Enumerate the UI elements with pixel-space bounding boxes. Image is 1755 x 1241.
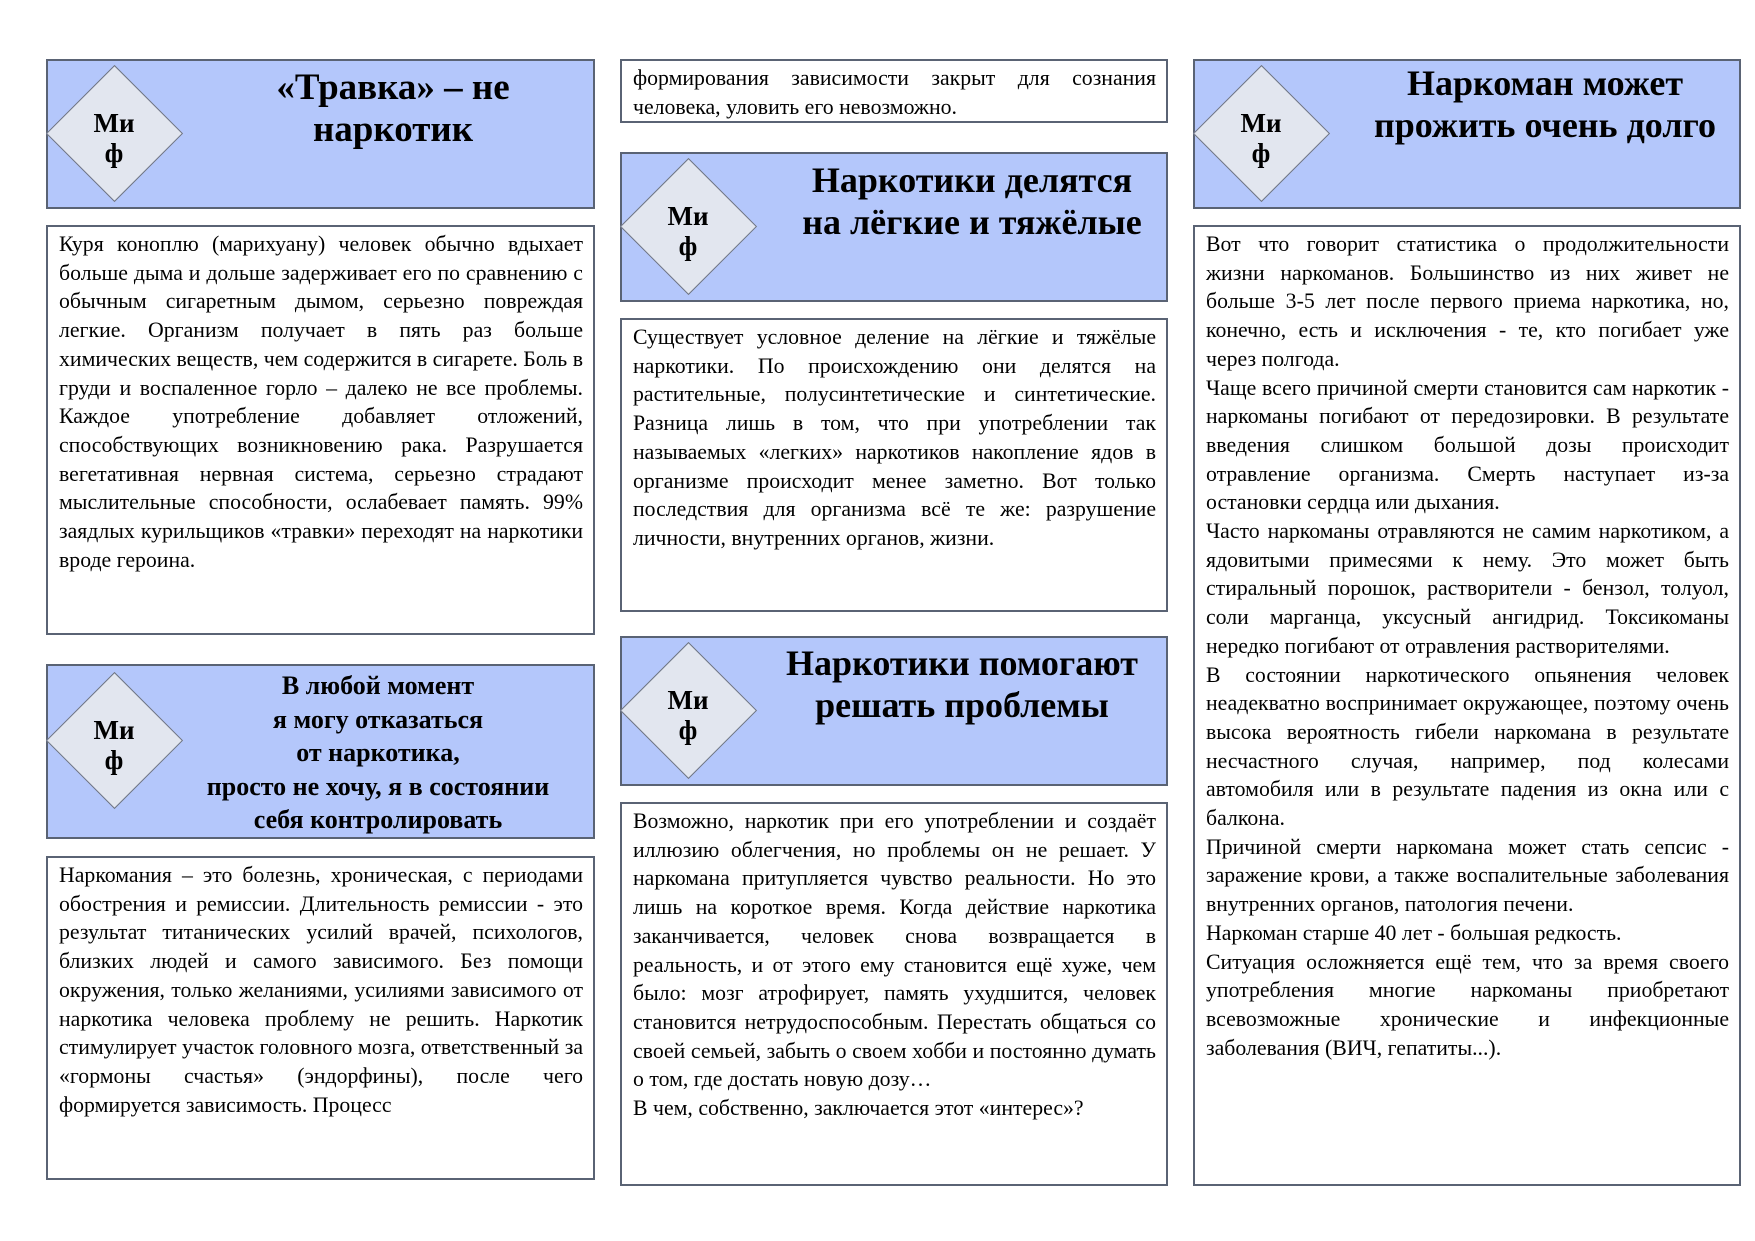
myth-text-3-paragraph-5: Причиной смерти наркомана может стать сепсис - заражение крови, а также воспалительные заболевания внутренних органов, патология печени. bbox=[1206, 834, 1729, 917]
myth-text-3-paragraph-4: В состоянии наркотического опьянения человек неадекватно воспринимает окружающее, поэтому очень высока вероятность гибели наркомана в результате несчастного случая, например, под колесами автомобиля или в результате падения из окна или с балкона. bbox=[1206, 662, 1729, 831]
myth-text-3-paragraph-7: Ситуация осложняется ещё тем, что за время своего употребления многие наркоманы приобретают всевозможные хронические и инфекционные заболевания (ВИЧ, гепатиты...). bbox=[1206, 949, 1729, 1060]
myth-header-2 bbox=[620, 152, 1168, 302]
myth-text-3-paragraph-6: Наркоман старше 40 лет - большая редкость. bbox=[1206, 920, 1622, 945]
myth-text-2-paragraph: Существует условное деление на лёгкие и тяжёлые наркотики. По происхождению они делятся на растительные, полусинтетические и синтетические. Разница лишь в том, что при употреблении так называемых «легких» наркотиков накопление ядов в организме происходит менее заметно. Вот только последствия для организма всё те же: разрушение личности, внутренних органов, жизни. bbox=[633, 325, 1156, 550]
myth-header-5 bbox=[620, 636, 1168, 786]
myth-diamond-label: Ми ф bbox=[667, 685, 709, 745]
myth-text-3-paragraph-1: Вот что говорит статистика о продолжительности жизни наркоманов. Большинство из них живет не больше 3-5 лет после первого приема наркотика, но, конечно, есть и исключения - те, кто погибает уже через полгода. bbox=[1206, 232, 1729, 371]
myth-text-3 bbox=[1193, 225, 1741, 1186]
myth-text-5 bbox=[620, 802, 1168, 1186]
myth-title-3: Наркоман может прожить очень долго bbox=[1374, 63, 1716, 145]
myth-text-5-paragraph-2: В чем, собственно, заключается этот «интерес»? bbox=[633, 1096, 1084, 1121]
myth-text-1-paragraph: Куря коноплю (марихуану) человек обычно вдыхает больше дыма и дольше задерживает его по сравнению с обычным сигаретным дымом, серьезно повреждая легкие. Организм получает в пять раз больше химических веществ, чем содержится в сигарете. Боль в груди и воспаленное горло – далеко не все проблемы. Каждое употребление добавляет отложений, способствующих возникновению рака. Разрушается вегетативная нервная система, серьезно страдают мыслительные способности, ослабевает память. 99% заядлых курильщиков «травки» переходят на наркотики вроде героина. bbox=[59, 232, 583, 572]
myth-text-4-paragraph: Наркомания – это болезнь, хроническая, с периодами обострения и ремиссии. Длительность ремиссии - это результат титанических усилий врачей, психологов, близких людей и самого зависимого. Без помощи окружения, только желаниями, усилиями зависимого от наркотика человека проблему не решить. Наркотик стимулирует участок головного мозга, ответственный за «гормоны счастья» (эндорфины), после чего формируется зависимость. Процесс bbox=[59, 863, 583, 1117]
myth-text-continued bbox=[620, 59, 1168, 123]
myth-text-2 bbox=[620, 318, 1168, 612]
myth-text-5-paragraph-1: Возможно, наркотик при его употреблении и создаёт иллюзию облегчения, но проблемы он не решает. У наркомана притупляется чувство реальности. Но это лишь на короткое время. Когда действие наркотика заканчивается, человек снова возвращается в реальность, и от этого ему становится ещё хуже, чем было: мозг атрофирует, память ухудшится, человек становится нетрудоспособным. Перестать общаться со своей семьей, забыть о своем хобби и постоянно думать о том, где достать новую дозу… bbox=[633, 809, 1156, 1092]
myth-text-continued-paragraph: формирования зависимости закрыт для сознания человека, уловить его невозможно. bbox=[633, 66, 1156, 119]
myth-header-3 bbox=[1193, 59, 1741, 209]
myth-header-4 bbox=[46, 664, 595, 839]
myth-text-1 bbox=[46, 225, 595, 635]
myth-diamond-label: Ми ф bbox=[93, 108, 135, 168]
myth-text-3-paragraph-2: Чаще всего причиной смерти становится сам наркотик - наркоманы погибают от передозировки. В результате введения слишком большой дозы происходит отравление организма. Смерть наступает из-за остановки сердца или дыхания. bbox=[1206, 375, 1729, 515]
myth-text-3-paragraph-3: Часто наркоманы отравляются не самим наркотиком, а ядовитыми примесями к нему. Это может быть стиральный порошок, растворители - бензол, толуол, соли марганца, уксусный ангидрид. Токсикоманы нередко погибают от отравления растворителями. bbox=[1206, 519, 1729, 658]
myth-title-4: В любой момент я могу отказаться от наркотика, просто не хочу, я в состоянии себя контролировать bbox=[206, 671, 550, 834]
myth-diamond-label: Ми ф bbox=[667, 201, 709, 261]
myth-title-1: «Травка» – не наркотик bbox=[276, 67, 510, 150]
myth-title-2: Наркотики делятся на лёгкие и тяжёлые bbox=[802, 160, 1142, 242]
myth-title-5: Наркотики помогают решать проблемы bbox=[786, 643, 1138, 725]
myth-diamond-label: Ми ф bbox=[1240, 108, 1282, 168]
myth-text-4 bbox=[46, 856, 595, 1180]
myth-diamond-label: Ми ф bbox=[93, 715, 135, 775]
myth-header-1 bbox=[46, 59, 595, 209]
